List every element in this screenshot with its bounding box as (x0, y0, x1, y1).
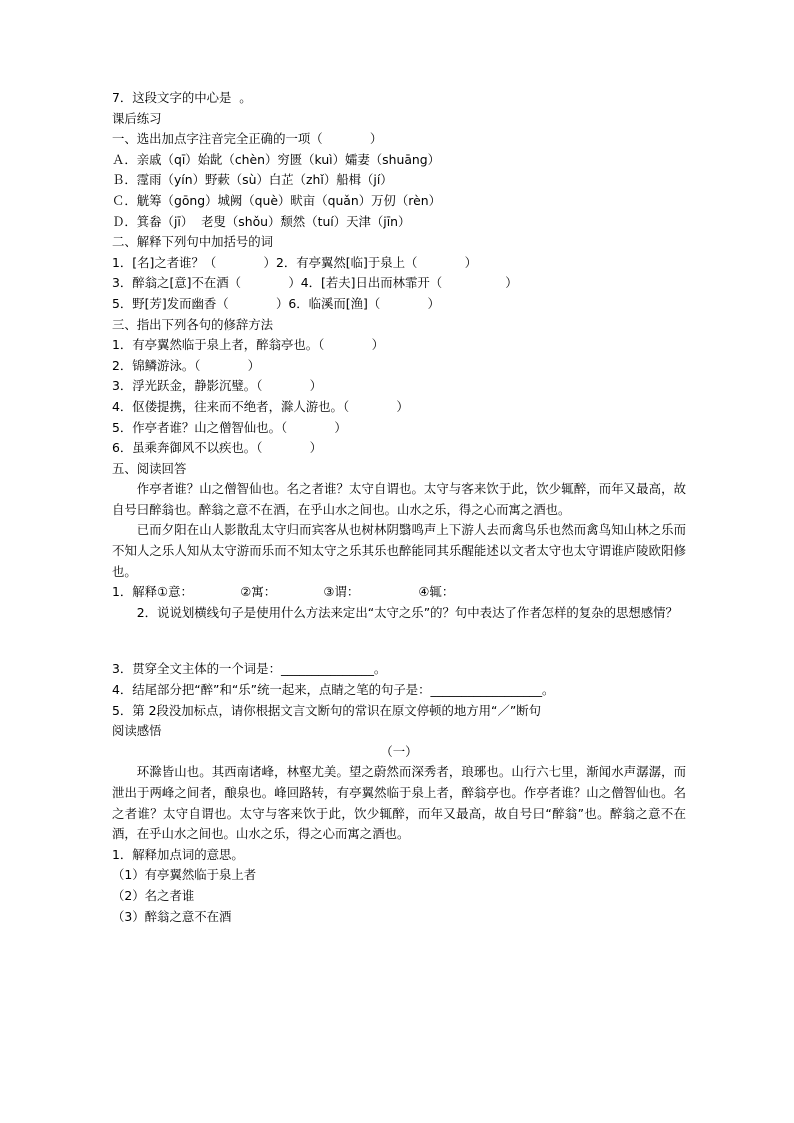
text-line: 5．作亭者谁？山之僧智仙也。（ ） (112, 419, 347, 435)
question-paragraph: 2．说说划横线句子是使用什么方法来定出“太守之乐”的？句中表达了作者怎样的复杂的思想感情？ (136, 604, 678, 620)
document-body (112, 88, 686, 927)
text-line: 1．有亭翼然临于泉上者，醉翁亭也。（ ） (112, 337, 384, 353)
text-line: 1．解释加点词的意思。 (112, 846, 244, 862)
text-line: （1）有亭翼然临于泉上者 (112, 867, 257, 883)
answer-space (112, 623, 686, 659)
text-line: Ｂ．霪雨（yín）野蔌（sù）白芷（zhǐ）船楫（jí） (112, 172, 393, 188)
text-line: 1．[名]之者谁？（ ）2．有亭翼然[临]于泉上（ ） (112, 254, 478, 270)
passage-paragraph: 作亭者谁？山之僧智仙也。名之者谁？太守自谓也。太守与客来饮于此，饮少辄醉，而年又最高，故自号曰醉翁也。醉翁之意不在酒，在乎山水之间也。山水之乐，得之心而寓之酒也。 (112, 481, 686, 517)
passage-paragraph: 环滁皆山也。其西南诸峰，林壑尤美。望之蔚然而深秀者，琅琊也。山行六七里，渐闻水声潺潺，而泄出于两峰之间者，酿泉也。峰回路转，有亭翼然临于泉上者，醉翁亭也。作亭者谁？山之僧智仙也。名之者谁？太守自谓也。太守与客来饮于此，饮少辄醉，而年又最高，故自号曰“醉翁”也。醉翁之意不在酒，在乎山水之间也。山水之乐，得之心而寓之酒也。 (112, 764, 686, 842)
text-line: 3．醉翁之[意]不在酒（ ）4．[若夫]日出而林霏开（ ） (112, 275, 518, 291)
text-line: 3．贯穿全文主体的一个词是：_______________。 (112, 661, 387, 677)
text-line: 一、选出加点字注音完全正确的一项（ ） (112, 131, 383, 147)
text-line: 1．解释①意： ②寓： ③谓： ④辄： (112, 584, 455, 600)
section-heading-rhetoric: 三、指出下列各句的修辞方法 (112, 316, 274, 332)
text-line: Ａ．亲戚（qī）始龀（chèn）穷匮（kuì）孀妻（shuāng） (112, 151, 441, 167)
text-line: 5．野[芳]发而幽香（ ）6．临溪而[渔]（ ） (112, 295, 440, 311)
text-line: 2．锦鳞游泳。（ ） (112, 357, 261, 373)
subsection-label: （一） (380, 743, 418, 759)
text-line: 4．伛偻提携，往来而不绝者，滁人游也。（ ） (112, 398, 409, 414)
section-heading-reading-answer: 五、阅读回答 (112, 460, 187, 476)
text-line: 4．结尾部分把“醉”和“乐”统一起来，点睛之笔的句子是：__________________。 (112, 682, 555, 698)
text-line: 6．虽乘奔御风不以疾也。（ ） (112, 440, 323, 456)
section-heading-reading-reflection: 阅读感悟 (112, 723, 162, 739)
text-line: 7．这段文字的中心是 。 (112, 90, 252, 105)
section-heading-explain-words: 二、解释下列句中加括号的词 (112, 234, 274, 250)
passage-paragraph: 已而夕阳在山人影散乱太守归而宾客从也树林阴翳鸣声上下游人去而禽鸟乐也然而禽鸟知山林之乐而不知人之乐人知从太守游而乐而不知太守之乐其乐也醉能同其乐醒能述以文者太守也太守谓谁庐陵欧阳修也。 (112, 522, 686, 579)
section-heading-after-class-exercises: 课后练习 (112, 110, 162, 126)
text-line: Ｄ．箕畚（jī） 老叟（shǒu）颓然（tuí）天津（jīn） (112, 213, 411, 229)
text-line: （3）醉翁之意不在酒 (112, 908, 232, 924)
text-line: 5．第 2段没加标点，请你根据文言文断句的常识在原文停顿的地方用“／”断句 (112, 702, 542, 718)
text-line: 3．浮光跃金，静影沉璧。（ ） (112, 378, 323, 394)
text-line: Ｃ．觥筹（gōng）城阙（què）畎亩（quǎn）万仞（rèn） (112, 192, 441, 208)
text-line: （2）名之者谁 (112, 887, 195, 903)
